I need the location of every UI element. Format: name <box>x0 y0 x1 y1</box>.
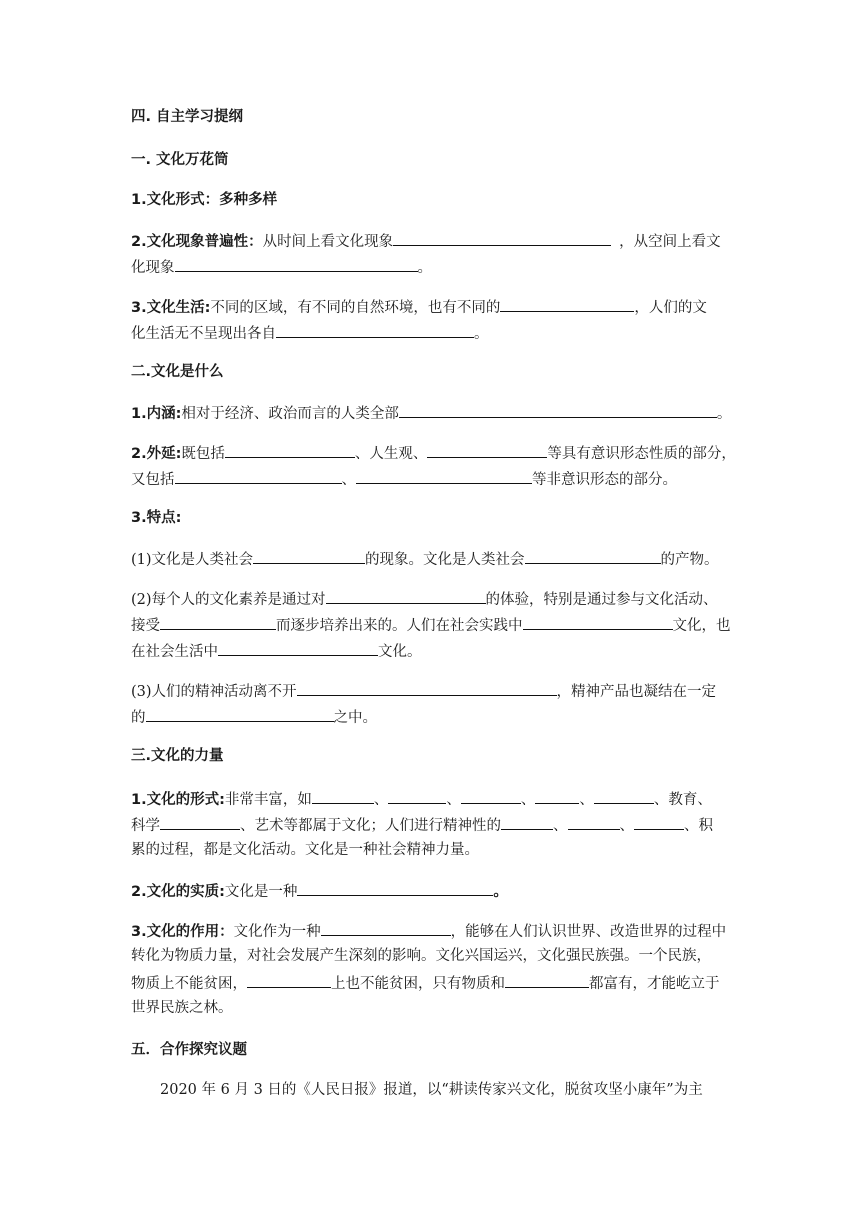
item-3-1-line-1: 1.文化的形式:非常丰富，如 、 、 、 、 、教育、 <box>131 788 731 810</box>
section-3-title: 三.文化的力量 <box>131 748 224 764</box>
item-label: 1.内涵: <box>131 406 182 422</box>
item-1-2-line-2: 化现象 。 <box>131 256 731 278</box>
item-label: 2.文化的实质: <box>131 884 225 900</box>
item-label: 1.文化的形式: <box>131 792 225 808</box>
item-3-3-line-4: 世界民族之林。 <box>131 1000 233 1016</box>
item-3-3-line-1: 3.文化的作用：文化作为一种 ，能够在人们认识世界、改造世界的过程中 <box>131 920 731 942</box>
item-label: 2.文化现象普遍性： <box>131 234 263 250</box>
fill-blank[interactable] <box>535 788 579 804</box>
fill-blank[interactable] <box>160 814 240 830</box>
item-2-1: 1.内涵:相对于经济、政治而言的人类全部 。 <box>131 402 731 424</box>
item-1-2-line-1: 2.文化现象普遍性：从时间上看文化现象 ，从空间上看文 <box>131 230 731 252</box>
item-3-2: 2.文化的实质:文化是一种 。 <box>131 880 731 902</box>
item-3-3-line-3: 物质上不能贫困， 上也不能贫困，只有物质和 都富有，才能屹立于 <box>131 972 731 994</box>
fill-blank[interactable] <box>427 442 547 458</box>
fill-blank[interactable] <box>326 588 486 604</box>
section-5-title: 五．合作探究议题 <box>131 1042 247 1058</box>
fill-blank[interactable] <box>501 814 553 830</box>
fill-blank[interactable] <box>388 788 446 804</box>
fill-blank[interactable] <box>461 788 521 804</box>
fill-blank[interactable] <box>175 468 342 484</box>
fill-blank[interactable] <box>253 548 365 564</box>
section-5-paragraph: 2020 年 6 月 3 日的《人民日报》报道，以“耕读传家兴文化，脱贫攻坚小康年”为主 <box>160 1082 703 1098</box>
point-3-line-1: (3)人们的精神活动离不开 ，精神产品也凝结在一定 <box>131 680 731 702</box>
fill-blank[interactable] <box>523 614 673 630</box>
item-2-3-label: 3.特点: <box>131 510 182 526</box>
item-1-1: 1.文化形式：多种多样 <box>131 192 278 208</box>
point-1: (1)文化是人类社会 的现象。文化是人类社会 的产物。 <box>131 548 731 570</box>
item-3-3-line-2: 转化为物质力量，对社会发展产生深刻的影响。文化兴国运兴，文化强民族强。一个民族， <box>131 948 711 964</box>
item-2-2-line-2: 又包括 、 等非意识形态的部分。 <box>131 468 731 490</box>
fill-blank[interactable] <box>297 680 557 696</box>
fill-blank[interactable] <box>393 230 611 246</box>
item-label: 3.文化的作用： <box>131 924 234 940</box>
fill-blank[interactable] <box>594 788 654 804</box>
item-label: 2.外延: <box>131 446 182 462</box>
fill-blank[interactable] <box>356 468 532 484</box>
fill-blank[interactable] <box>634 814 684 830</box>
fill-blank[interactable] <box>312 788 374 804</box>
item-1-3-line-1: 3.文化生活:不同的区域，有不同的自然环境，也有不同的 ，人们的文 <box>131 296 731 318</box>
fill-blank[interactable] <box>146 706 334 722</box>
fill-blank[interactable] <box>500 296 634 312</box>
point-2-line-1: (2)每个人的文化素养是通过对 的体验，特别是通过参与文化活动、 <box>131 588 731 610</box>
item-2-2-line-1: 2.外延:既包括 、人生观、 等具有意识形态性质的部分， <box>131 442 731 464</box>
fill-blank[interactable] <box>160 614 276 630</box>
fill-blank[interactable] <box>568 814 620 830</box>
point-3-line-2: 的 之中。 <box>131 706 731 728</box>
point-2-line-2: 接受 而逐步培养出来的。人们在社会实践中 文化，也 <box>131 614 731 636</box>
item-1-3-line-2: 化生活无不呈现出各自 。 <box>131 322 731 344</box>
fill-blank[interactable] <box>399 402 717 418</box>
item-3-1-line-2: 科学 、艺术等都属于文化；人们进行精神性的 、 、 、积 <box>131 814 731 836</box>
fill-blank[interactable] <box>525 548 661 564</box>
section-2-title: 二.文化是什么 <box>131 364 224 380</box>
fill-blank[interactable] <box>276 322 474 338</box>
fill-blank[interactable] <box>247 972 331 988</box>
section-4-title: 四. 自主学习提纲 <box>131 109 244 125</box>
fill-blank[interactable] <box>321 920 451 936</box>
fill-blank[interactable] <box>297 880 493 896</box>
fill-blank[interactable] <box>225 442 355 458</box>
section-1-title: 一. 文化万花筒 <box>131 152 229 168</box>
item-3-1-line-3: 累的过程，都是文化活动。文化是一种社会精神力量。 <box>131 842 479 858</box>
fill-blank[interactable] <box>175 256 418 272</box>
fill-blank[interactable] <box>218 640 378 656</box>
fill-blank[interactable] <box>505 972 589 988</box>
item-label: 3.文化生活: <box>131 300 211 316</box>
point-2-line-3: 在社会生活中 文化。 <box>131 640 731 662</box>
